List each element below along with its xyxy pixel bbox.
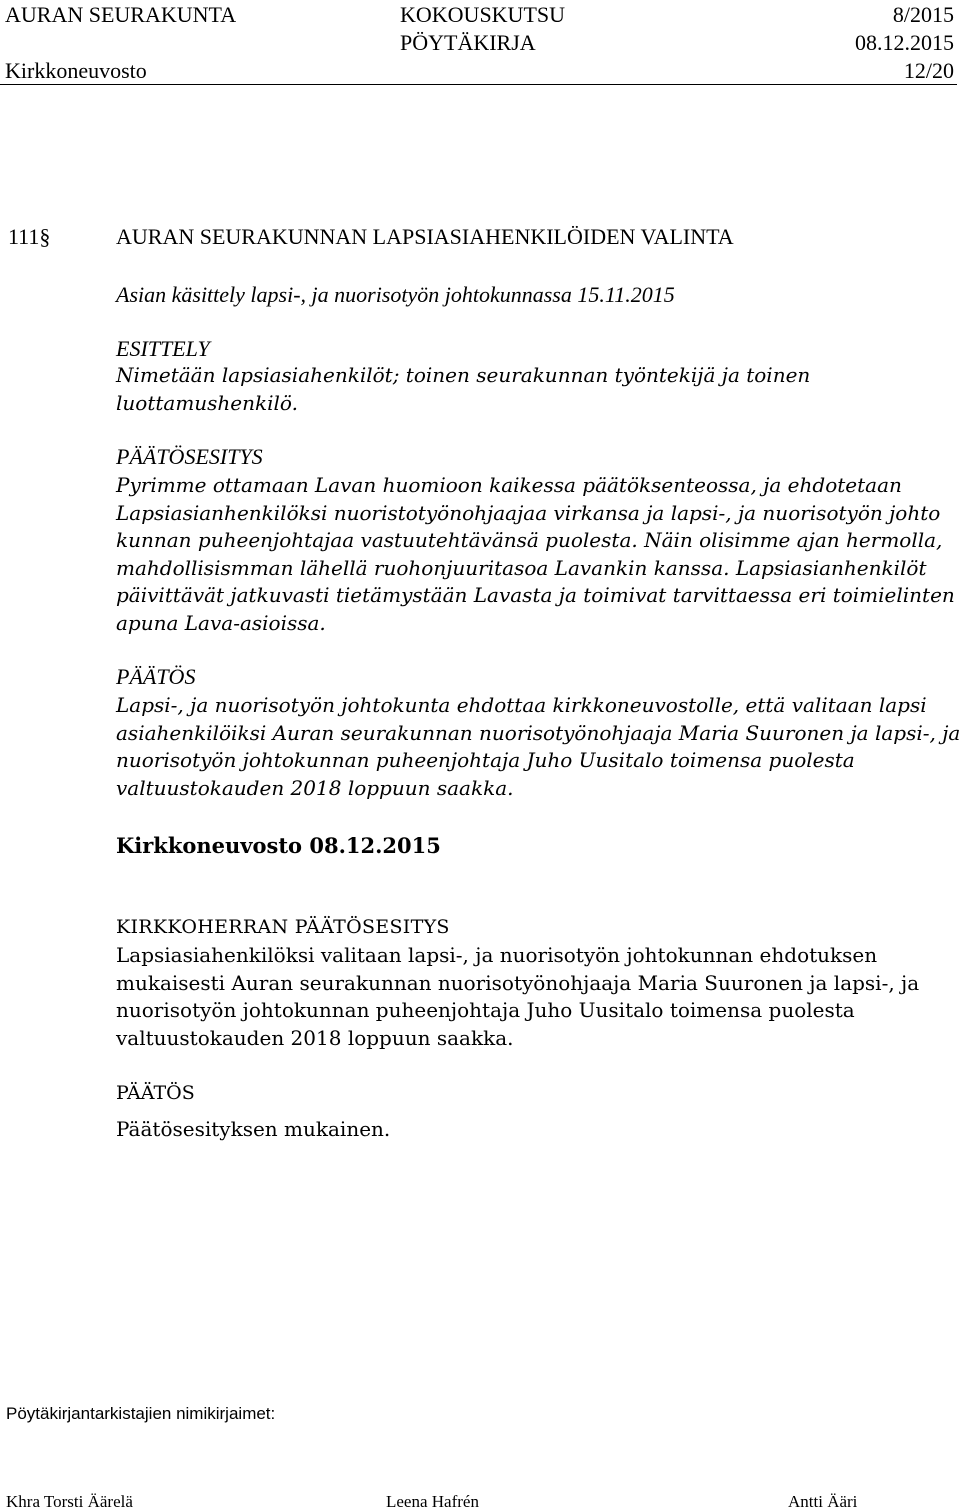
text-line: Pyrimme ottamaan Lavan huomioon kaikessa päätöksenteossa, ja ehdotetaan: [116, 473, 902, 497]
meeting-date: 08.12.2015: [855, 30, 954, 55]
council-heading: Kirkkoneuvosto 08.12.2015: [116, 833, 441, 858]
item-title: AURAN SEURAKUNNAN LAPSIASIAHENKILÖIDEN VALINTA: [116, 224, 734, 249]
section-sign: §: [39, 224, 51, 249]
text-line: kunnan puheenjohtajaa vastuutehtävänsä puolesta. Näin olisimme ajan hermolla,: [116, 528, 943, 552]
text-line: nuorisotyön johtokunnan puheenjohtaja Juho Uusitalo toimensa puolesta: [116, 998, 855, 1022]
item-number: 111: [8, 224, 40, 249]
text-line: mukaisesti Auran seurakunnan nuorisotyönohjaaja Maria Suuronen ja lapsi-, ja: [116, 970, 920, 995]
text-line: valtuustokauden 2018 loppuun saakka.: [116, 775, 514, 800]
decision-heading: PÄÄTÖS: [116, 664, 196, 689]
header-divider: [0, 84, 957, 85]
text-line: valtuustokauden 2018 loppuun saakka.: [116, 1025, 514, 1050]
text-line: mahdollisismman lähellä ruohonjuuritasoa Lavankin kanssa. Lapsiasianhenkilöt: [116, 555, 927, 580]
signer-name: Khra Torsti Äärelä: [6, 1492, 133, 1511]
council-decision-text: Päätösesityksen mukainen.: [116, 1117, 391, 1141]
text-line: Lapsiasianhenkilöksi nuoristotyönohjaajaa virkansa ja lapsi-, ja nuorisotyön johto: [116, 500, 941, 525]
page-number: 12/20: [903, 58, 954, 83]
vicar-proposal-heading: KIRKKOHERRAN PÄÄTÖSESITYS: [116, 916, 450, 938]
text-line: Nimetään lapsiasiahenkilöt; toinen seurakunnan työntekijä ja toinen: [116, 363, 811, 387]
body-name: Kirkkoneuvosto: [5, 58, 147, 83]
signer-name: Antti Ääri: [788, 1492, 858, 1511]
org-name: AURAN SEURAKUNTA: [5, 2, 237, 27]
council-decision-heading: PÄÄTÖS: [116, 1082, 195, 1104]
prior-handling-note: Asian käsittely lapsi-, ja nuorisotyön johtokunnassa 15.11.2015: [116, 282, 675, 307]
proposal-text: [116, 472, 955, 637]
esittely-text: [116, 362, 946, 417]
decision-text: [116, 692, 960, 802]
text-line: Lapsi-, ja nuorisotyön johtokunta ehdottaa kirkkoneuvostolle, että valitaan lapsi: [116, 693, 927, 717]
doc-type-invitation: KOKOUSKUTSU: [400, 2, 566, 27]
text-line: apuna Lava-asioissa.: [116, 610, 326, 635]
text-line: päivittävät jatkuvasti tietämystään Lavasta ja toimivat tarvittaessa eri toimielinten: [116, 583, 955, 607]
proposal-heading: PÄÄTÖSESITYS: [116, 444, 263, 469]
text-line: asiahenkilöiksi Auran seurakunnan nuorisotyönohjaaja Maria Suuronen ja lapsi-, ja: [116, 720, 960, 745]
minutes-checkers-label: Pöytäkirjantarkistajien nimikirjaimet:: [6, 1404, 276, 1423]
text-line: luottamushenkilö.: [116, 390, 298, 415]
signer-name: Leena Hafrén: [386, 1492, 479, 1511]
esittely-heading: ESITTELY: [116, 336, 210, 361]
meeting-number: 8/2015: [892, 2, 954, 27]
doc-type-minutes: PÖYTÄKIRJA: [400, 30, 536, 55]
text-line: Lapsiasiahenkilöksi valitaan lapsi-, ja nuorisotyön johtokunnan ehdotuksen: [116, 943, 878, 967]
text-line: nuorisotyön johtokunnan puheenjohtaja Juho Uusitalo toimensa puolesta: [116, 748, 855, 772]
item-heading: [8, 224, 734, 250]
vicar-proposal-text: [116, 942, 946, 1052]
